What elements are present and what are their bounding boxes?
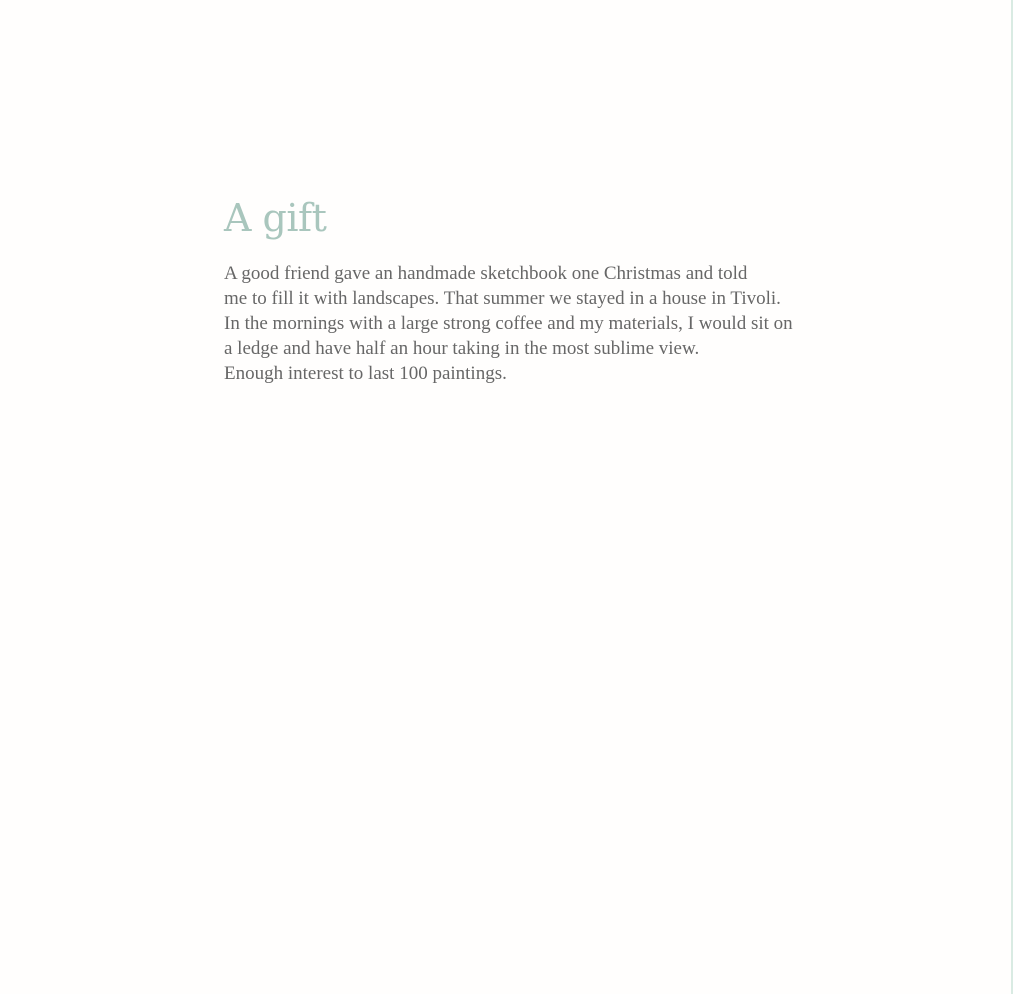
body-paragraph [224, 261, 824, 386]
paragraph-line: me to fill it with landscapes. That summer we stayed in a house in Tivoli. [224, 288, 781, 309]
page-title: A gift [224, 196, 327, 240]
paragraph-line: Enough interest to last 100 paintings. [224, 363, 507, 384]
paragraph-line: In the mornings with a large strong coffee and my materials, I would sit on [224, 313, 793, 334]
paragraph-line: a ledge and have half an hour taking in the most sublime view. [224, 338, 700, 359]
paragraph-line: A good friend gave an handmade sketchbook one Christmas and told [224, 263, 748, 284]
page-content [224, 193, 824, 386]
